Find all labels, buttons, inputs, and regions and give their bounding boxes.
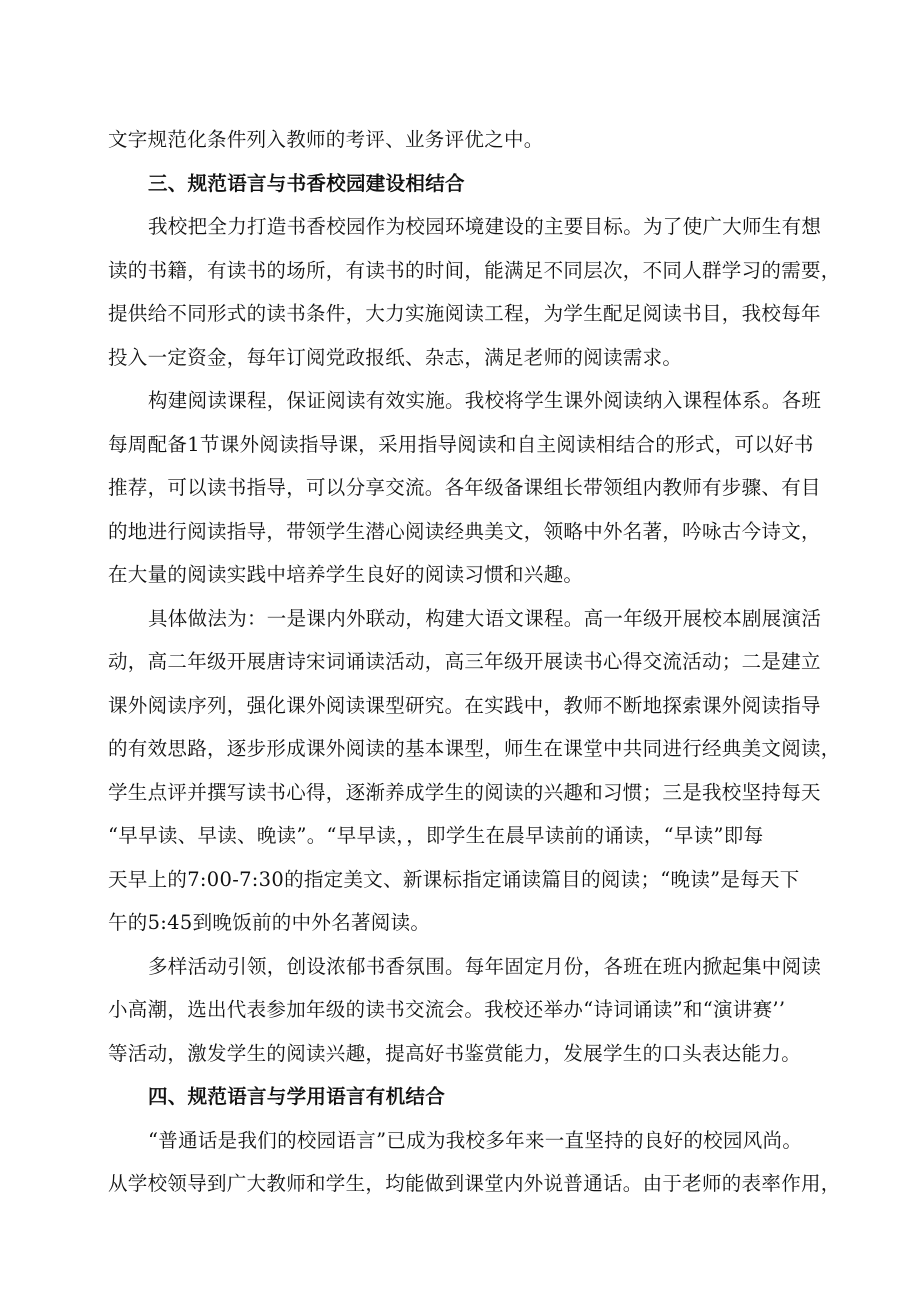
paragraph-line: 的地进行阅读指导，带领学生潜心阅读经典美文，领略中外名著，吟咏古今诗文， (108, 519, 821, 543)
paragraph-line: 天早上的7:00-7:30的指定美文、新课标指定诵读篇目的阅读；“晚读”是每天下 (108, 867, 800, 891)
paragraph-line: 的有效思路，逐步形成课外阅读的基本课型，师生在课堂中共同进行经典美文阅读， (108, 737, 841, 760)
paragraph-line: 提供给不同形式的读书条件，大力实施阅读工程，为学生配足阅读书目，我校每年 (108, 302, 821, 325)
paragraph-line: 学生点评并撰写读书心得，逐渐养成学生的阅读的兴趣和习惯；三是我校坚持每天 (108, 780, 821, 804)
section-heading-4: 四、规范语言与学用语言有机结合 (148, 1085, 446, 1108)
paragraph-line: 小高潮，选出代表参加年级的读书交流会。我校还举办“诗词诵读”和“演讲赛’’ (108, 998, 786, 1021)
paragraph-line: 投入一定资金，每年订阅党政报纸、杂志，满足老师的阅读需求。 (108, 345, 683, 369)
paragraph-line: “早早读、早读、晚读”。“早早读，，即学生在晨早读前的诵读，“早读”即每 (108, 824, 764, 847)
paragraph-line: 推荐，可以读书指导，可以分享交流。各年级备课组长带领组内教师有步骤、有目 (108, 476, 821, 499)
paragraph-line: 读的书籍，有读书的场所，有读书的时间，能满足不同层次，不同人群学习的需要， (108, 258, 841, 282)
paragraph-line: 多样活动引领，创设浓郁书香氛围。每年固定月份，各班在班内掀起集中阅读 (148, 954, 822, 978)
paragraph-line: 动，高二年级开展唐诗宋词诵读活动，高三年级开展读书心得交流活动；二是建立 (108, 650, 821, 673)
section-heading-3: 三、规范语言与书香校园建设相结合 (148, 171, 465, 195)
paragraph-line: 在大量的阅读实践中培养学生良好的阅读习惯和兴趣。 (108, 563, 584, 586)
paragraph-line: 具体做法为：一是课内外联动，构建大语文课程。高一年级开展校本剧展演活 (148, 606, 822, 630)
paragraph-line: 我校把全力打造书香校园作为校园环境建设的主要目标。为了使广大师生有想 (148, 215, 822, 238)
paragraph-line: 课外阅读序列，强化课外阅读课型研究。在实践中，教师不断地探索课外阅读指导 (108, 693, 821, 717)
paragraph-line: 构建阅读课程，保证阅读有效实施。我校将学生课外阅读纳入课程体系。各班 (148, 389, 822, 412)
paragraph-line: 文字规范化条件列入教师的考评、业务评优之中。 (108, 128, 544, 151)
paragraph-line: 从学校领导到广大教师和学生，均能做到课堂内外说普通话。由于老师的表率作用， (108, 1172, 841, 1195)
paragraph-line: 等活动，激发学生的阅读兴趣，提高好书鉴赏能力，发展学生的口头表达能力。 (108, 1041, 802, 1065)
paragraph-line: 每周配备1节课外阅读指导课，采用指导阅读和自主阅读相结合的形式，可以好书 (108, 432, 814, 456)
document-body (108, 118, 841, 1206)
paragraph-line: “普通话是我们的校园语言”已成为我校多年来一直坚持的良好的校园风尚。 (148, 1128, 803, 1152)
paragraph-line: 午的5:45到晚饭前的中外名著阅读。 (108, 911, 431, 934)
